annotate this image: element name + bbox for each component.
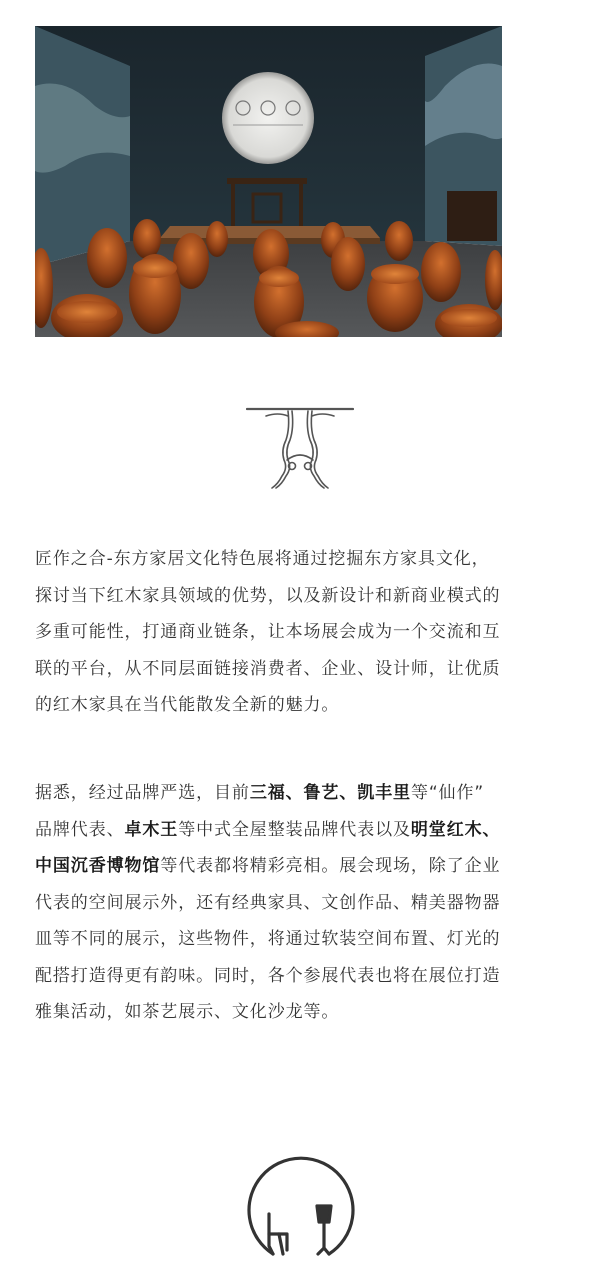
exhibition-photo bbox=[35, 26, 502, 337]
text-line: 代表的空间展示外，还有经典家具、文创作品、精美器物器 bbox=[35, 892, 501, 913]
brands-paragraph bbox=[35, 775, 569, 1031]
brand-name: 中国沉香博物馆 bbox=[35, 856, 161, 876]
brand-name: 卓木王 bbox=[124, 819, 179, 840]
text-run: 、 bbox=[482, 819, 501, 840]
text-line bbox=[35, 848, 569, 885]
text-line bbox=[35, 812, 569, 849]
text-run: 等“仙作” bbox=[410, 783, 485, 803]
brand-name: 明堂红木 bbox=[410, 819, 483, 840]
text-run: 、 bbox=[339, 783, 358, 803]
chair-lamp-circle-icon bbox=[243, 1150, 357, 1264]
hero-photo bbox=[35, 26, 502, 337]
text-run: 据悉，经过品牌严选，目前 bbox=[35, 783, 250, 803]
text-run: 等中式全屋整装品牌代表以及 bbox=[178, 819, 411, 840]
text-run: 等代表都将精彩亮相。展会现场，除了企业 bbox=[160, 856, 501, 876]
text-line: 配搭打造得更有韵味。同时，各个参展代表也将在展位打造 bbox=[35, 965, 501, 986]
brand-name: 鲁艺 bbox=[303, 783, 340, 803]
text-run: 、 bbox=[285, 783, 304, 803]
text-line: 匠作之合-东方家居文化特色展将通过挖掘东方家具文化， bbox=[35, 549, 490, 569]
table-icon bbox=[246, 406, 354, 490]
text-line: 多重可能性，打通商业链条，让本场展会成为一个交流和互 bbox=[35, 622, 501, 642]
text-line: 联的平台，从不同层面链接消费者、企业、设计师，让优质 bbox=[35, 658, 501, 679]
text-line: 雅集活动，如茶艺展示、文化沙龙等。 bbox=[35, 1002, 340, 1022]
text-run: 品牌代表、 bbox=[35, 819, 125, 840]
text-line: 探讨当下红木家具领域的优势，以及新设计和新商业模式的 bbox=[35, 585, 501, 606]
intro-paragraph bbox=[35, 541, 569, 724]
text-line: 的红木家具在当代能散发全新的魅力。 bbox=[35, 695, 340, 715]
text-line bbox=[35, 775, 569, 812]
text-line: 皿等不同的展示，这些物件，将通过软装空间布置、灯光的 bbox=[35, 929, 501, 949]
brand-name: 凯丰里 bbox=[357, 783, 411, 803]
brand-name: 三福 bbox=[249, 783, 286, 803]
